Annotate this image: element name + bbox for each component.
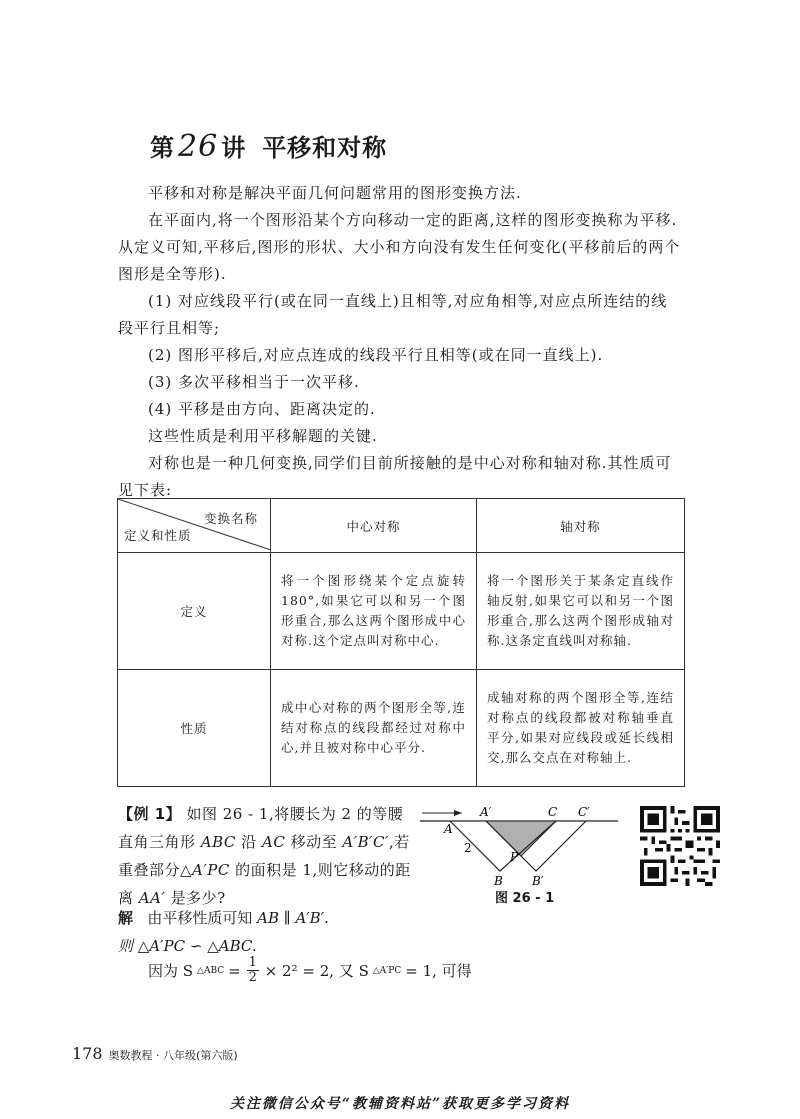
promo-banner: 关注微信公众号“教辅资料站”获取更多学习资料 [229,1096,571,1112]
col-header-axial: 轴对称 [477,499,685,553]
translation-diagram [420,800,620,890]
label-P: P [510,850,519,864]
example-tag: 【例 1】 [118,805,182,823]
symmetry-table [117,498,685,787]
figure-caption: 图 26 - 1 [495,891,555,906]
overlap-triangle [486,821,556,856]
property-4: (4) 平移是由方向、距离决定的. [148,400,376,418]
label-C-prime: C′ [578,805,590,819]
property-2: (2) 图形平移后,对应点连成的线段平行且相等(或在同一直线上). [148,346,604,364]
lecture-topic: 平移和对称 [262,134,388,162]
fraction-half: $\frac{1}{2}$ [248,955,257,985]
label-A-prime: A′ [480,805,492,819]
property-3: (3) 多次平移相当于一次平移. [148,373,360,391]
intro-paragraph: 平移和对称是解决平面几何问题常用的图形变换方法. [148,184,522,202]
title-prefix: 第 [150,134,175,162]
translation-definition: 在平面内,将一个图形沿某个方向移动一定的距离,这样的图形变换称为平移.从定义可知,平移后,图形的形状、大小和方向没有发生任何变化(平移前后的两个图形是全等形). [118,211,681,283]
table-corner-header [118,499,271,553]
page-number: 178 [72,1044,103,1063]
title-suffix: 讲 [221,134,247,162]
symmetry-intro: 对称也是一种几何变换,同学们目前所接触的是中心对称和轴对称.其性质可见下表: [118,454,672,499]
label-side-length: 2 [464,841,472,855]
col-header-central: 中心对称 [271,499,477,553]
solution: 解 由平移性质可知 AB ∥ A′B′. 则 △A′PC ∽ △ABC. [118,909,329,955]
table-row [118,553,685,670]
table-row [118,670,685,787]
qr-code-icon [640,806,720,886]
lecture-title [150,128,387,164]
label-A: A [444,822,453,836]
property-1: (1) 对应线段平行(或在同一直线上)且相等,对应角相等,对应点所连结的线段平行且相等; [118,292,668,337]
corner-bottom-label: 定义和性质 [124,528,192,543]
label-C: C [548,805,558,819]
figure-26-1 [420,800,620,894]
central-definition: 将一个图形绕某个定点旋转180°,如果它可以和另一个图形重合,那么这两个图形成中心对称.这个定点叫对称中心. [271,553,477,670]
arrow-head [454,810,462,816]
key-note: 这些性质是利用平移解题的关键. [148,427,378,445]
label-B-prime: B′ [532,874,544,888]
row-label-property: 性质 [118,670,271,787]
central-property: 成中心对称的两个图形全等,连结对称点的线段都经过对称中心,并且被对称中心平分. [271,670,477,787]
axial-property: 成轴对称的两个图形全等,连结对称点的线段都被对称轴垂直平分,如果对应线段或延长线相交,那么交点在对称轴上. [477,670,685,787]
similarity-line: 则 △A′PC ∽ △ABC. [118,937,257,955]
solution-label: 解 [118,909,134,927]
page-footer [72,1044,238,1063]
label-B: B [494,874,503,888]
example-1: 【例 1】 如图 26 - 1,将腰长为 2 的等腰直角三角形 ABC 沿 AC 移动至 A′B′C′,若重叠部分△A′PC 的面积是 1,则它移动的距离 AA′ 是多少? [118,805,411,907]
area-formula: 因为 S △ABC = $\frac{1}{2}$ × 2² = 2, 又 S △A′PC = 1, 可得 [148,955,472,985]
axial-definition: 将一个图形关于某条定直线作轴反射,如果它可以和另一个图形重合,那么这两个图形成轴对称.这条定直线叫对称轴. [477,553,685,670]
lecture-number: 26 [178,129,219,164]
row-label-definition: 定义 [118,553,271,670]
book-title: 奥数教程 · 八年级(第六版) [108,1049,238,1062]
corner-top-label: 变换名称 [203,511,258,526]
